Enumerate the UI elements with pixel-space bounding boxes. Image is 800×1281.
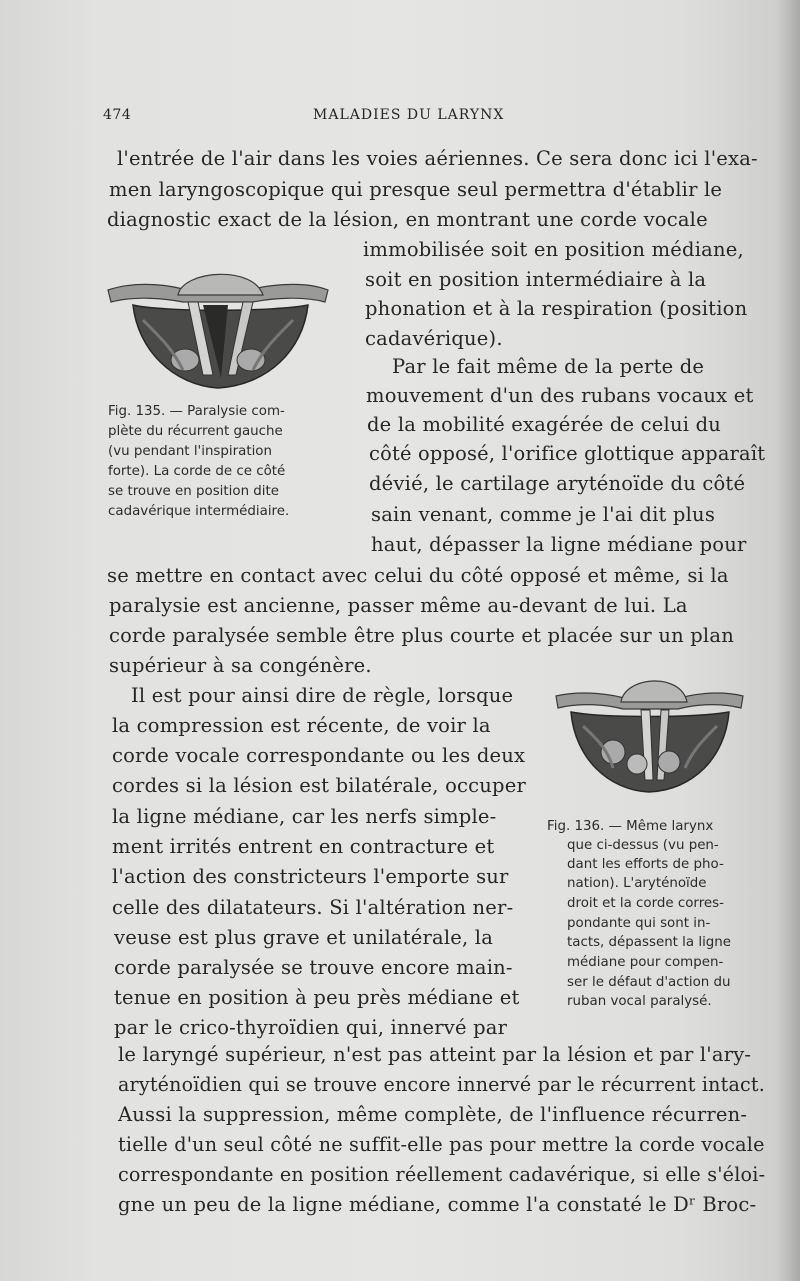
figure-135-caption-line: (vu pendant l'inspiration [108,444,272,459]
text-line: phonation et à la respiration (position [365,297,748,320]
figure-136-caption-line: que ci-dessus (vu pen- [567,838,719,853]
text-line: l'entrée de l'air dans les voies aériennes. Ce sera donc ici l'exa- [117,147,758,170]
text-line: mouvement d'un des rubans vocaux et [366,384,754,407]
text-line: immobilisée soit en position médiane, [363,238,744,261]
text-line: correspondante en position réellement cadavérique, si elle s'éloi- [118,1163,766,1186]
text-line: corde vocale correspondante ou les deux [112,744,526,767]
figure-136-caption-line: droit et la corde corres- [567,896,724,911]
text-line: la compression est récente, de voir la [112,714,491,737]
text-line: soit en position intermédiaire à la [365,268,707,291]
figure-135-caption-line: cadavérique intermédiaire. [108,504,290,519]
text-line: haut, dépasser la ligne médiane pour [371,533,747,556]
figure-136-caption-line: nation). L'aryténoïde [567,876,707,891]
text-line: Il est pour ainsi dire de règle, lorsque [131,684,514,707]
figure-136-caption-line: ser le défaut d'action du [567,975,731,990]
text-line: de la mobilité exagérée de celui du [367,413,722,436]
figure-135-caption-line: forte). La corde de ce côté [108,464,286,479]
text-line: supérieur à sa congénère. [109,654,372,677]
figure-135-caption-line: plète du récurrent gauche [108,424,283,439]
text-line: Aussi la suppression, même complète, de l'influence récurren- [118,1103,748,1126]
text-line: la ligne médiane, car les nerfs simple- [112,805,497,828]
text-line: gne un peu de la ligne médiane, comme l'a constaté le Dʳ Broc- [118,1193,757,1216]
text-line: le laryngé supérieur, n'est pas atteint par la lésion et par l'ary- [118,1043,752,1066]
text-line: cadavérique). [365,327,503,350]
text-line: aryténoïdien qui se trouve encore innervé par le récurrent intact. [118,1073,766,1096]
figure-136-illustration [553,668,745,798]
figure-136-caption-line: médiane pour compen- [567,955,724,970]
text-line: men laryngoscopique qui presque seul permettra d'établir le [109,178,723,201]
text-line: celle des dilatateurs. Si l'altération ner- [112,896,514,919]
text-line: dévié, le cartilage aryténoïde du côté [369,472,746,495]
text-line: paralysie est ancienne, passer même au-devant de lui. La [109,594,688,617]
text-line: se mettre en contact avec celui du côté opposé et même, si la [107,564,729,587]
text-line: l'action des constricteurs l'emporte sur [112,865,509,888]
running-title: MALADIES DU LARYNX [313,107,505,123]
text-line: veuse est plus grave et unilatérale, la [114,926,494,949]
figure-136-caption-line: dant les efforts de pho- [567,857,724,872]
page-header [103,107,743,137]
figure-136-caption-line: tacts, dépassent la ligne [567,935,732,950]
figure-136-caption-line: ruban vocal paralysé. [567,994,712,1009]
figure-136-caption-line: pondante qui sont in- [567,916,711,931]
text-line: sain venant, comme je l'ai dit plus [371,503,716,526]
text-line: cordes si la lésion est bilatérale, occuper [112,774,526,797]
text-line: corde paralysée se trouve encore main- [114,956,513,979]
figure-136-caption-line: Fig. 136. — Même larynx [547,819,714,834]
text-line: Par le fait même de la perte de [392,355,705,378]
figure-135-caption-line: se trouve en position dite [108,484,280,499]
text-line: diagnostic exact de la lésion, en montrant une corde vocale [107,208,708,231]
figure-135-illustration [103,250,333,395]
text-line: ment irrités entrent en contracture et [112,835,495,858]
text-line: corde paralysée semble être plus courte et placée sur un plan [109,624,734,647]
text-line: tielle d'un seul côté ne suffit-elle pas pour mettre la corde vocale [118,1133,765,1156]
text-line: tenue en position à peu près médiane et [114,986,520,1009]
text-line: par le crico-thyroïdien qui, innervé par [114,1016,508,1039]
page-number: 474 [103,107,132,123]
text-line: côté opposé, l'orifice glottique apparaît [369,442,766,465]
figure-135-caption-line: Fig. 135. — Paralysie com- [108,404,285,419]
